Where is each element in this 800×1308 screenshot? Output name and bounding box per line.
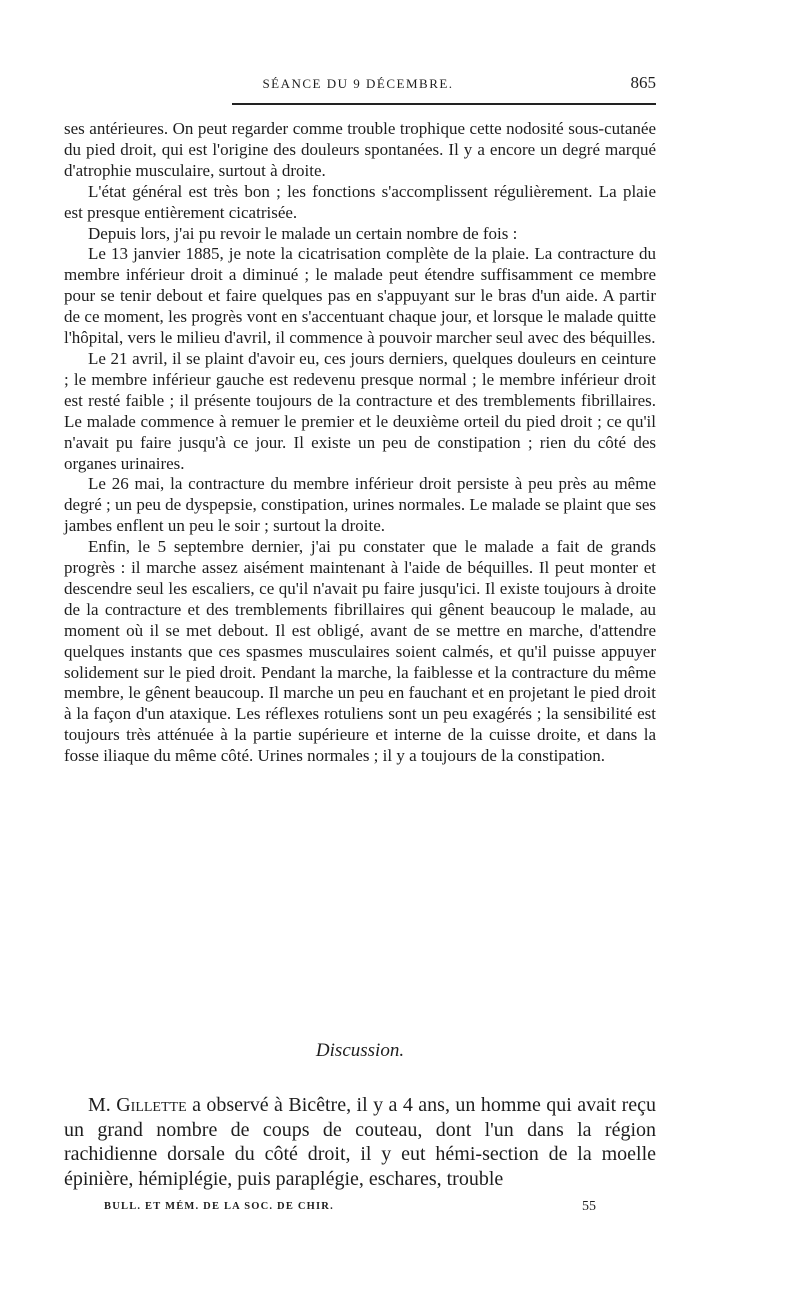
discussion-body: a observé à Bicêtre, il y a 4 ans, un homme qui avait reçu un grand nombre de coups de couteau, dont l'un dans la région rachidienne dorsale du côté droit, il y eut hémi-section de la moelle épinière, hémiplégie, puis paraplégie, eschares, trouble <box>64 1094 656 1190</box>
paragraph: Le 21 avril, il se plaint d'avoir eu, ces jours derniers, quelques douleurs en ceinture ; le membre inférieur gauche est redevenu presque normal ; le membre inférieur droit est resté faible ; il présente toujours de la contracture et des tremblements fibrillaires. Le malade commence à remuer le premier et le deuxième orteil du pied droit ; ce qu'il n'avait pu faire jusqu'à ce jour. Il existe un peu de constipation ; rien du côté des organes urinaires. <box>64 348 656 473</box>
paragraph: Depuis lors, j'ai pu revoir le malade un certain nombre de fois : <box>88 223 518 243</box>
discussion-paragraph <box>64 1093 656 1191</box>
paragraph: L'état général est très bon ; les fonctions s'accomplissent régulièrement. La plaie est presque entièrement cicatrisée. <box>64 181 656 222</box>
body-text <box>64 119 656 767</box>
signature-mark: 55 <box>582 1199 596 1214</box>
footer-journal-title: BULL. ET MÉM. DE LA SOC. DE CHIR. <box>104 1201 334 1212</box>
footer <box>104 1199 596 1219</box>
header-rule <box>232 103 656 105</box>
paragraph: Le 26 mai, la contracture du membre inférieur droit persiste à peu près au même degré ; un peu de dyspepsie, constipation, urines normales. Le malade se plaint que ses jambes enflent un peu le soir ; surtout la droite. <box>64 474 656 536</box>
author-name: M. Gillette <box>88 1094 187 1116</box>
page-number: 865 <box>630 73 656 92</box>
paragraph: Le 13 janvier 1885, je note la cicatrisation complète de la plaie. La contracture du membre inférieur droit a diminué ; le malade peut étendre suffisamment ce membre pour se tenir debout et faire quelques pas en s'appuyant sur le bras d'un aide. A partir de ce moment, les progrès vont en s'accentuant chaque jour, et lorsque le malade quitte l'hôpital, vers le milieu d'avril, il commence à pouvoir marcher seul avec des béquilles. <box>64 244 656 348</box>
discussion-text <box>64 1093 656 1191</box>
section-heading: Discussion. <box>315 1040 405 1061</box>
running-title: SÉANCE DU 9 DÉCEMBRE. <box>262 76 454 91</box>
paragraph: Enfin, le 5 septembre dernier, j'ai pu constater que le malade a fait de grands progrès : il marche assez aisément maintenant à l'aide de béquilles. Il peut monter et descendre seul les escaliers, ce qu'il n'avait pu faire jusqu'ici. Il existe toujours à droite de la contracture et des tremblements fibrillaires qui gênent beaucoup le malade, au moment où il se met debout. Il est obligé, avant de se mettre en marche, d'attendre quelques instants que ces spasmes musculaires soient calmés, et qu'il puisse appuyer solidement sur le pied droit. Pendant la marche, la faiblesse et la contracture du même membre, le gênent beaucoup. Il marche un peu en fauchant et en projetant le pied droit à la façon d'un ataxique. Les réflexes rotuliens sont un peu exagérés ; la sensibilité est toujours très atténuée à la partie supérieure et interne de la cuisse droite, et dans la fosse iliaque du même côté. Urines normales ; il y a toujours de la constipation. <box>64 537 656 766</box>
paragraph-continued: ses antérieures. On peut regarder comme trouble trophique cette nodosité sous-cutanée du pied droit, qui est l'origine des douleurs spontanées. Il y a encore un degré marqué d'atrophie musculaire, surtout à droite. <box>64 119 656 180</box>
running-head <box>60 73 656 100</box>
